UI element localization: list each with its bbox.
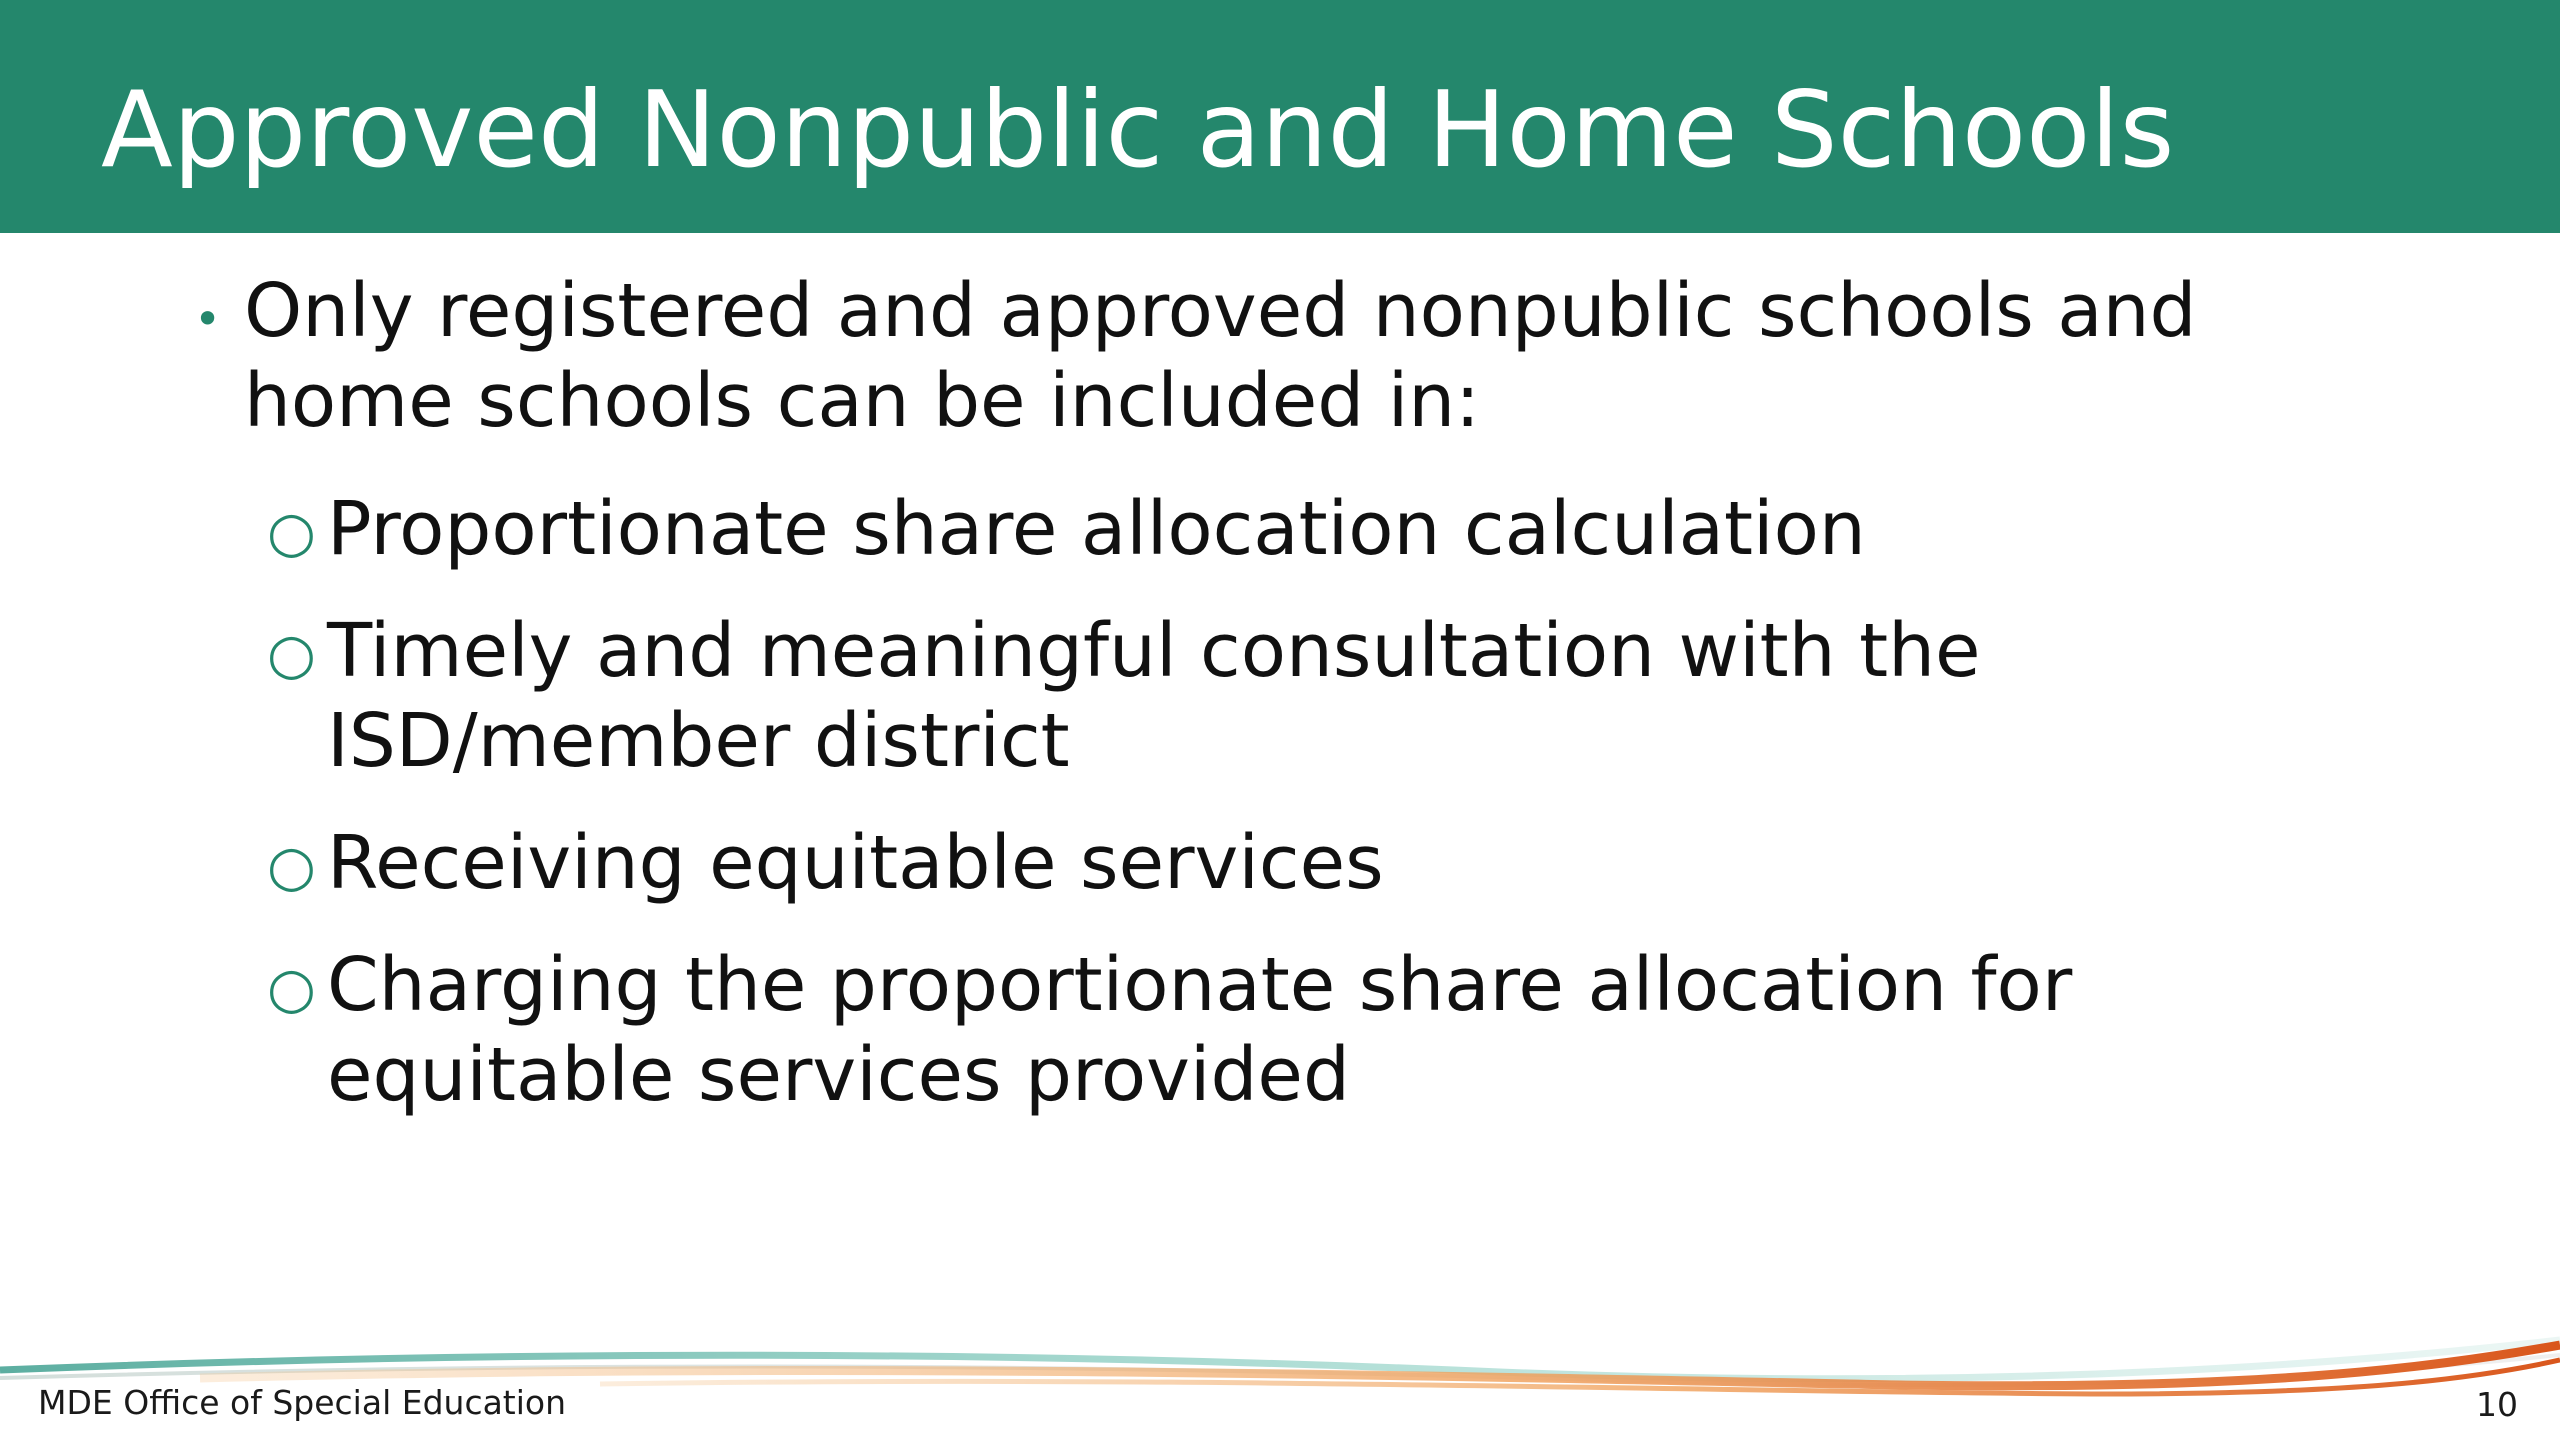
hollow-circle-icon: ○ — [267, 500, 316, 565]
hollow-circle-icon: ○ — [267, 956, 316, 1021]
sub-bullet-text: Proportionate share allocation calculation — [327, 486, 1866, 572]
decorative-swoosh — [0, 1320, 2560, 1440]
sub-bullet-text: Timely and meaningful consultation with the ISD/member district — [327, 608, 1981, 784]
title-bar — [0, 0, 2560, 233]
hollow-circle-icon: ○ — [267, 622, 316, 687]
bullet-item — [194, 266, 2344, 446]
sub-bullet-item — [267, 484, 2227, 574]
sub-bullet-item — [267, 940, 2227, 1120]
slide-title: Approved Nonpublic and Home Schools — [101, 69, 2175, 191]
sub-bullet-item — [267, 606, 2227, 786]
sub-bullet-item — [267, 818, 2227, 908]
sub-bullet-text: Receiving equitable services — [327, 820, 1384, 906]
hollow-circle-icon: ○ — [267, 834, 316, 899]
footer-organization: MDE Office of Special Education — [38, 1383, 567, 1422]
bullet-dot-icon: • — [194, 292, 222, 346]
bullet-text: Only registered and approved nonpublic schools and home schools can be included in: — [244, 268, 2197, 444]
sub-bullet-text: Charging the proportionate share allocation for equitable services provided — [327, 942, 2073, 1118]
page-number: 10 — [2476, 1385, 2518, 1424]
